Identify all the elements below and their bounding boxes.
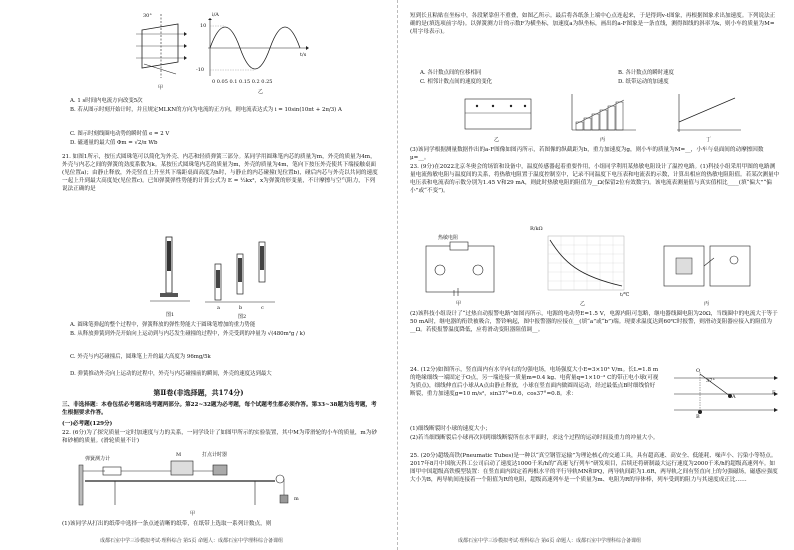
q21-fig1-label: 图1 [166, 312, 175, 318]
q22-fig-ding: 丁 [706, 137, 712, 143]
q22-stem: 22. (6分)为了探究质量一定时加速度与力的关系，一同学设计了如图甲所示的实验装置，其中M为带滑轮的小车的质量，m为砂和砂桶的质量。(滑轮质量不计) [62, 430, 377, 444]
q22-option-d: D. 纸带运动的加速度 [618, 79, 669, 85]
q24-stem: 24. (12分)如图所示，竖直面内有水平向右的匀强电场，电场强度大小E=3×10³ V/m。长L=1.8 m的绝缘细线一端固定于O点，另一端连接一质量m=0.4 kg、电荷量q=1×10⁻³ C的带正电小球(可视为质点)，细线伸直后小球从A点由静止释放，小球在竖直面内做圆周运动，经过最低点B时细线恰好断裂，重力加速度g=10 m/s²，sin37°=0.6，cos37°=0.8。求： [410, 367, 659, 397]
q22-m-label: m [294, 496, 299, 502]
left-footer: 成都石室中学三诊模拟考试·理科综合 第5页 命题人：成都石室中学理科综合备课组 [100, 538, 283, 544]
q20-angle-label: 30° [143, 13, 152, 19]
q20-ticks: 0 0.05 0.1 0.15 0.2 0.25 [212, 79, 273, 85]
q23-fig-bing: 丙 [704, 301, 710, 307]
q22-spring-label: 弹簧测力计 [85, 456, 111, 462]
q22-option-c: C. 相邻计数点间的速度的变化 [420, 79, 493, 85]
q22-aF-graph [673, 92, 743, 134]
q21-option-d: D. 弹簧推动外壳向上运动的过程中，外壳与内芯碰撞前的瞬间，外壳的速度达到最大 [70, 371, 272, 377]
q20-option-b: B. 若从图示时刻开始计时，并且规定MLKN的方向为电流的正方向，则电流表达式为 i = 10sin(10πt + 2π/3) A [70, 107, 342, 113]
q20-axis-t: t/s [300, 52, 307, 58]
q23-circuit-jia [420, 240, 500, 298]
q24-sub1: (1)细线断裂时小球的速度大小； [410, 426, 491, 432]
q24-label-B: B [696, 414, 700, 420]
q21-stem: 21. 如图1所示，按压式圆珠笔可以简化为外壳、内芯和轻质弹簧三部分。某同学用圆珠笔内芯的质量为m，外壳的质量为4m，外壳与内芯之间的弹簧的劲度系数为k。某按压式圆珠笔内芯的质量为m，外壳的质量为4m，笔向下按压外壳使其下端接触桌面(见位置a)；由静止释放，外壳竖直上升至其下端距桌面高度为h时，与静止的内芯碰撞(见位置b)，碰后内芯与外壳以共同的速度一起上升到最大高度处(见位置c)。已知弹簧弹性势能的计算公式为 E = ½kx²，x为弹簧的形变量，不计摩擦与空气阻力，下列说法正确的是 [62, 154, 378, 192]
q23-graph-y-axis: R/kΩ [530, 226, 543, 232]
q25-stem: 25. (20分)超级高铁(Pneumatic Tubes)是一种以“真空钢管运输”为理论核心的交通工具，具有超高速、高安全、低能耗、噪声小、污染小等特点。2017年8月中国航天科工公司启动了速度达1000千米/h的“高速飞行列车”研发项目，后续还将研制最大运行速度为2000千米/h的超级高速列车。如图甲中国超级高铁模型装置：在竖直面内固定着两根水平的平行导轨MN和PQ，两导轨间距为1.6R，两导轨之间有竖直向上的匀强磁场，磁感应强度大小为B，两导轨间连接着一个阻值为R的电阻，超级高速列车是一个质量为m、电阻为R的导体棒，列车受到的阻力与其速度成正比…… [410, 453, 778, 483]
q23-thermistor-label: 热敏电阻 [438, 235, 459, 241]
q24-label-A: A [732, 394, 736, 400]
q21-pos-c: c [261, 305, 264, 311]
q20-axis-i: i/A [212, 12, 219, 18]
q24-label-E: E [772, 390, 776, 396]
q24-sub2: (2)若当细线断裂后小球再次回到细线断裂所在水平面时，求这个过程的运动时间及重力的冲量大小。 [410, 435, 659, 441]
part2-note: 三、非选择题：本卷包括必考题和选考题两部分。第22~32题为必考题，每个试题考生都必须作答。第33~38题为选考题，考生根据要求作答。 [62, 402, 377, 416]
q22-timer-label: 打点计时器 [202, 452, 228, 458]
q21-pos-a: a [217, 305, 220, 311]
right-page [397, 0, 794, 550]
q20-sine-graph [200, 18, 310, 78]
q22-fig-jia: 甲 [190, 511, 196, 517]
q20-option-d: D. 磁通量的最大值 Φm = √2/π Wb [70, 140, 158, 146]
q21-option-c: C. 外壳与内芯碰撞后，圆珠笔上升的最大高度为 96mg/5k [70, 354, 211, 360]
q23-sub2: (2)该科技小组设计了“过热自动报警电路”如图丙所示，电源的电动势E=1.5 V，电源内阻可忽略，继电器线圈电阻为20Ω，当线圈中的电流大于等于50 mA时，继电器的衔铁被吸合，警铃响起，图中报警器的应接在__(填“a”或“b”)端。现要求温度达到60℃时报警，则滑动变阻器应接入的阻值为__Ω。若使报警温度降低，应将滑动变阻器阻值调__。 [410, 311, 778, 333]
q23-graph-x-axis: t/℃ [620, 292, 630, 298]
q20-fig-b-label: 乙 [258, 89, 264, 95]
q22-tape-figure [463, 95, 533, 133]
q22-option-b: B. 各计数点的瞬时速度 [618, 70, 674, 76]
q24-pendulum-figure [670, 368, 780, 418]
q20-fig-a-label: 甲 [158, 85, 164, 91]
q22-continued: 短到长且粘贴在坐标中，各段紧靠但不重叠，如图乙所示。最后将各纸条上端中心点连起来，于是得到v-t图象，再根据图象求出加速度。下列说法正确的是(填选项前字母)。以弹簧测力计的示数F为横坐标，加速度a为纵坐标，画出的a-F图象是一条直线，测得图线的斜率为k，则小车的质量为M=(用字母表示)。 [410, 13, 776, 35]
q22-sub3: (3)该同学根据测量数据作出的a-F图像如图丙所示，若图像的纵截距为b，重力加速度为g，则小车的质量为M=__，小车与桌面间的动摩擦因数μ=__。 [410, 147, 764, 161]
right-footer: 成都石室中学三诊模拟考试·理科综合 第6页 命题人：成都石室中学理科综合备课组 [458, 538, 641, 544]
part2-title: 第Ⅱ卷(非选择题，共174分) [153, 388, 244, 397]
q20-option-a: A. 1 s时间内电流方向改变5次 [70, 98, 143, 104]
q23-alarm-circuit [658, 238, 758, 298]
q21-pos-b: b [239, 305, 243, 311]
q22-sub1: (1)该同学从打出的纸带中选择一条点迹清晰的纸带，在纸带上选取一系列计数点，则 [62, 521, 272, 527]
q24-label-angle: 37° [706, 378, 715, 384]
q20-y-top: 10 [200, 23, 207, 29]
q23-fig-yi: 乙 [580, 301, 586, 307]
q20-y-bot: -10 [196, 67, 205, 73]
q22-M-label: M [176, 452, 182, 458]
q22-fig-yi: 乙 [494, 137, 500, 143]
q20-option-c: C. 图示时刻线圈电动势的瞬时值 e = 2 V [70, 131, 170, 137]
q23-stem: 23. (9分)在2022北京冬奥会的场馆和设备中，温度传感器起着重要作用，小组同学利用某热敏电阻设计了温控电路。(1)科技小组采用甲图的电路测量电流热敏电阻与温度间的关系，将热敏电阻置于温度控制室中，记录不同温度下电压表和电流表的示数，计算出相应的热敏电阻阻值。若某次测量中电压表和电流表的示数分别为1.45 V和29 mA，则此时热敏电阻的阻值为__Ω(保留2位有效数字)。该电流表测量值与真实值相比____(填“偏大”“偏小”或“不变”)。 [410, 164, 780, 194]
q22-fig-bing: 丙 [600, 137, 606, 143]
q20-coil-figure [132, 12, 190, 82]
required-section-title: (一)必考题(129分) [62, 421, 113, 427]
q23-fig-jia: 甲 [456, 301, 462, 307]
q22-bar-figure [568, 92, 638, 134]
q21-pen-figure-2 [205, 240, 275, 308]
q21-fig2-label: 图2 [238, 314, 247, 320]
q24-label-O: O [696, 368, 701, 374]
q21-pen-figure-1 [150, 233, 190, 313]
q21-option-a: A. 圆珠笔弹起的整个过程中，弹簧释放的弹性势能大于圆珠笔增加的重力势能 [70, 322, 256, 328]
q21-option-b: B. 从释放弹簧到外壳开始向上运动到与内芯发生碰撞的过程中，外壳受到的冲量为 √(480m²g / k) [70, 331, 305, 337]
q23-resistance-graph [538, 232, 628, 298]
q22-option-a: A. 各计数点间的位移相同 [420, 70, 482, 76]
